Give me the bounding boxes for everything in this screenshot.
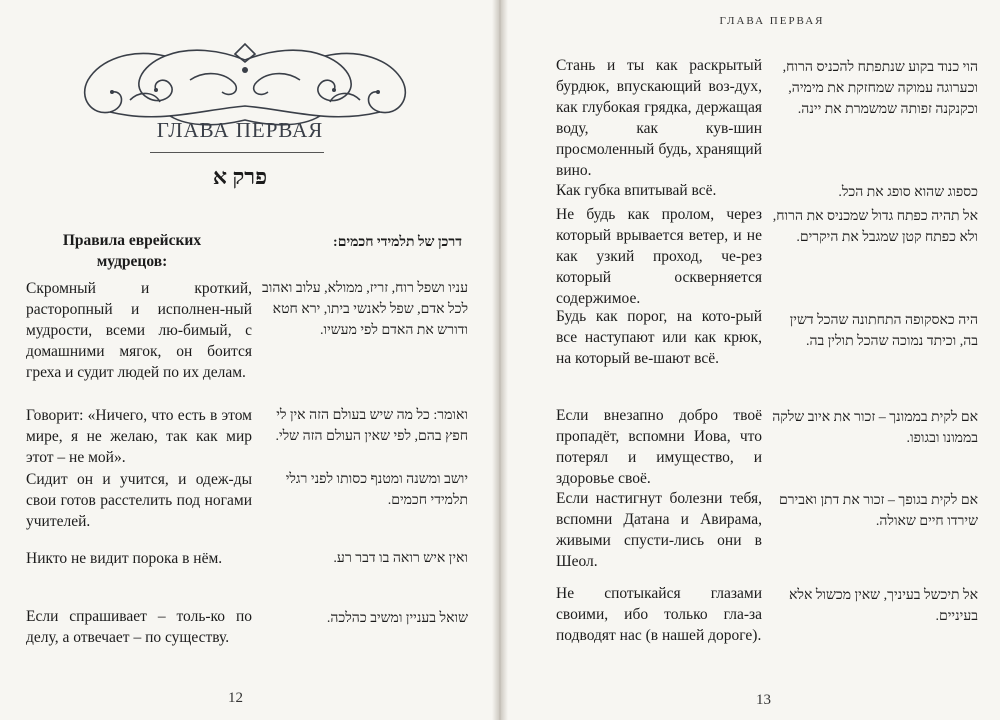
entry-ru-7: Как губка впитывай всё. [556,182,717,199]
entry-ru-4: Никто не видит порока в нём. [26,550,223,567]
page-number-left: 12 [228,690,243,706]
entry-he-2: ואומר: כל מה שיש בעולם הזה אין לי חפץ בהם, לפי שאין העולם הזה שלי. [275,408,468,444]
chapter-title: ГЛАВА ПЕРВАЯ [156,118,324,142]
entry-he-8: אל תהיה כפתח גדול שמכניס את הרוח, ולא כפתח קטן שמגבל את היקרים. [772,209,978,245]
book-gutter [492,0,508,720]
entry-he-3: יושב ומשנה ומטנף כסותו לפני רגלי תלמידי חכמים. [285,472,468,508]
entry-he-9: היה כאסקופה התחתונה שהכל דשין בה, וכיתד נמוכה שהכל תולין בה. [789,313,978,349]
entry-ru-10: Если внезапно добро твоё пропадёт, вспомни Иова, что потерял и имущество, и здоровье своё. [556,407,762,487]
right-page [502,0,1000,720]
entry-he-4: ואין איש רואה בו דבר רע. [333,551,468,566]
left-page [0,0,498,720]
baroque-scroll-ornament-icon [70,40,420,130]
entry-ru-8: Не будь как пролом, через который врывается ветер, и не как узкий проход, че-рез который оскверняется содержимое. [556,206,762,307]
entry-he-1: עניו ושפל רוח, זריז, ממולא, עלוב ואהוב לכל אדם, שפל לאנשי ביתו, ירא חטא ודורש את האדם לפי מעשיו. [261,281,468,338]
entry-ru-11: Если настигнут болезни тебя, вспомни Датана и Авирама, живыми спусти-лись они в Шеол. [556,490,762,570]
entry-ru-3: Сидит он и учится, и одеж-ды свои готов расстелить под ногами учителей. [26,471,252,530]
page-number-right: 13 [756,692,771,708]
entry-he-6: הוי כנוד בקוע שנתפתח להכניס הרוח, וכערוגה עמוקה שמחזקת את מימיה, וכקנקנה זפותה שמשמרת את יינה. [782,60,978,117]
entry-he-7: כספוג שהוא סופג את הכל. [838,185,978,200]
entry-ru-12: Не спотыкайся глазами своими, ибо только гла-за подводят нас (в нашей дороге). [556,585,762,644]
entry-ru-5: Если спрашивает – толь-ко по делу, а отвечает – по существу. [26,608,252,646]
hebrew-chapter-heading: פרק א [212,164,268,189]
section-title-ru: Правила еврейских мудрецов: [62,232,202,270]
entry-he-12: אל תיכשל בעיניך, שאין מכשול אלא בעיניים. [789,588,978,624]
title-rule [150,152,324,153]
entry-ru-9: Будь как порог, на кото-рый все наступают или как крюк, на который ве-шают всё. [556,308,762,367]
entry-he-11: אם לקית בגופך – זכור את דתן ואבירם שירדו חיים שאולה. [778,493,978,529]
entry-ru-1: Скромный и кроткий, расторопный и исполнен-ный мудрости, всеми лю-бимый, с домашними мягок, он боится греха и судит людей по их делам. [26,280,252,381]
entry-ru-6: Стань и ты как раскрытый бурдюк, впускающий воз-дух, как глубокая грядка, держащая воду, как кув-шин просмоленный будь, хранящий вино. [556,57,762,179]
section-title-he: דרכן של תלמידי חכמים: [333,235,462,250]
entry-he-10: אם לקית בממונך – זכור את איוב שלקה בממונו ובגופו. [772,410,978,446]
running-head: ГЛАВА ПЕРВАЯ [719,15,825,27]
entry-ru-2: Говорит: «Ничего, что есть в этом мире, я не желаю, так как мир этот – не мой». [26,407,252,466]
entry-he-5: שואל בעניין ומשיב כהלכה. [326,611,468,626]
